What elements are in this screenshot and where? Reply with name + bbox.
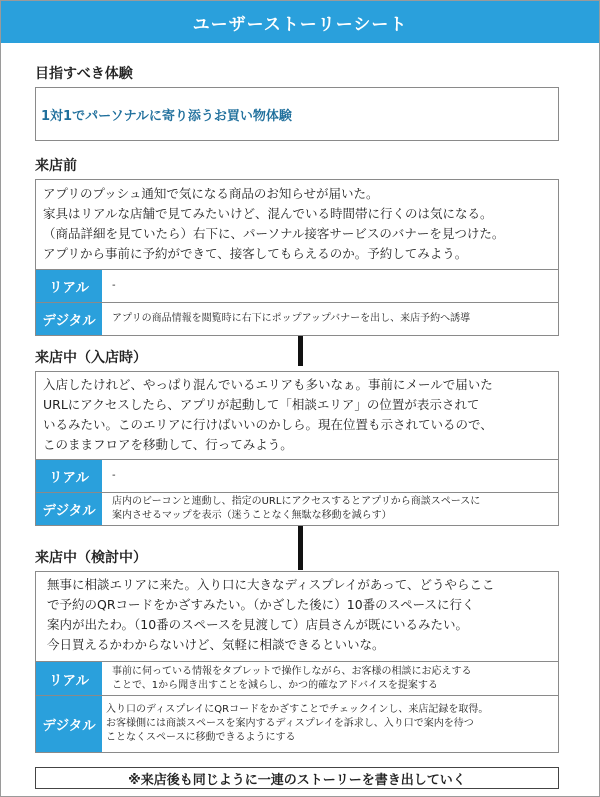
story-line: 入店したけれど、やっぱり混んでいるエリアも多いなぁ。事前にメールで届いた	[43, 377, 493, 392]
real-tag: リアル	[36, 270, 102, 302]
digital-row	[35, 695, 559, 753]
section-label-entering: 来店中（入店時）	[35, 350, 147, 366]
story-text-entering	[43, 375, 493, 455]
digital-value	[112, 303, 554, 335]
digital-tag: デジタル	[36, 493, 102, 525]
story-line: 家具はリアルな店舗で見てみたいけど、混んでいる時間帯に行くのは気になる。	[43, 206, 493, 221]
flow-connector	[298, 336, 303, 366]
flow-connector	[298, 526, 303, 570]
goal-text: 1対1でパーソナルに寄り添うお買い物体験	[41, 109, 292, 124]
story-text-considering	[47, 575, 495, 655]
real-line: ことで、1から聞き出すことを減らし、かつ的確なアドバイスを提案する	[112, 679, 438, 691]
story-line: （商品詳細を見ていたら）右下に、パーソナル接客サービスのバナーを見つけた。	[43, 226, 505, 241]
story-text-before-visit	[43, 184, 504, 264]
section-label-before-visit: 来店前	[35, 158, 77, 174]
real-line: -	[112, 470, 116, 481]
digital-line: お客様側には商談スペースを案内するディスプレイを訴求し、入り口で案内を待つ	[106, 718, 474, 729]
story-line: 今日買えるかわからないけど、気軽に相談できるといいな。	[47, 637, 385, 652]
page-title: ユーザーストーリーシート	[1, 1, 599, 43]
digital-tag: デジタル	[36, 696, 102, 752]
real-tag: リアル	[36, 662, 102, 695]
story-line: いるみたい。このエリアに行けばいいのかしら。現在位置も示されているので、	[43, 417, 493, 432]
real-row	[35, 661, 559, 696]
story-line: アプリから事前に予約ができて、接客してもらえるのか。予約してみよう。	[43, 246, 468, 261]
digital-line: 入り口のディスプレイにQRコードをかざすことでチェックインし、来店記録を取得。	[106, 704, 489, 715]
digital-line: ことなくスペースに移動できるようにする	[106, 732, 296, 743]
digital-line: アプリの商品情報を閲覧時に右下にポップアップバナーを出し、来店予約へ誘導	[112, 313, 471, 324]
footer-note: ※来店後も同じように一連のストーリーを書き出していく	[35, 767, 559, 789]
story-line: このままフロアを移動して、行ってみよう。	[43, 437, 293, 452]
digital-value	[106, 696, 554, 752]
real-tag: リアル	[36, 460, 102, 492]
goal-label: 目指すべき体験	[35, 66, 133, 82]
story-line: で予約のQRコードをかざすみたい。（かざした後に）10番のスペースに行く	[47, 597, 475, 612]
digital-value	[112, 493, 554, 525]
story-line: 案内が出たわ。（10番のスペースを見渡して）店員さんが既にいるみたい。	[47, 617, 469, 632]
real-line: 事前に伺っている情報をタブレットで操作しながら、お客様の相談にお応えする	[112, 665, 472, 677]
story-line: URLにアクセスしたら、アプリが起動して「相談エリア」の位置が表示されて	[43, 397, 480, 412]
real-row	[35, 459, 559, 493]
real-row	[35, 269, 559, 303]
real-line: -	[112, 280, 116, 291]
digital-row	[35, 302, 559, 336]
section-label-considering: 来店中（検討中）	[35, 550, 147, 566]
story-line: アプリのプッシュ通知で気になる商品のお知らせが届いた。	[43, 186, 379, 201]
digital-line: 店内のビーコンと連動し、指定のURLにアクセスするとアプリから商談スペースに	[112, 496, 481, 507]
digital-line: 案内させるマップを表示（迷うことなく無駄な移動を減らす）	[112, 510, 392, 521]
real-value	[112, 460, 554, 492]
real-value	[112, 270, 554, 302]
digital-row	[35, 492, 559, 526]
real-value	[112, 662, 554, 695]
story-line: 無事に相談エリアに来た。入り口に大きなディスプレイがあって、どうやらここ	[47, 577, 495, 592]
digital-tag: デジタル	[36, 303, 102, 335]
